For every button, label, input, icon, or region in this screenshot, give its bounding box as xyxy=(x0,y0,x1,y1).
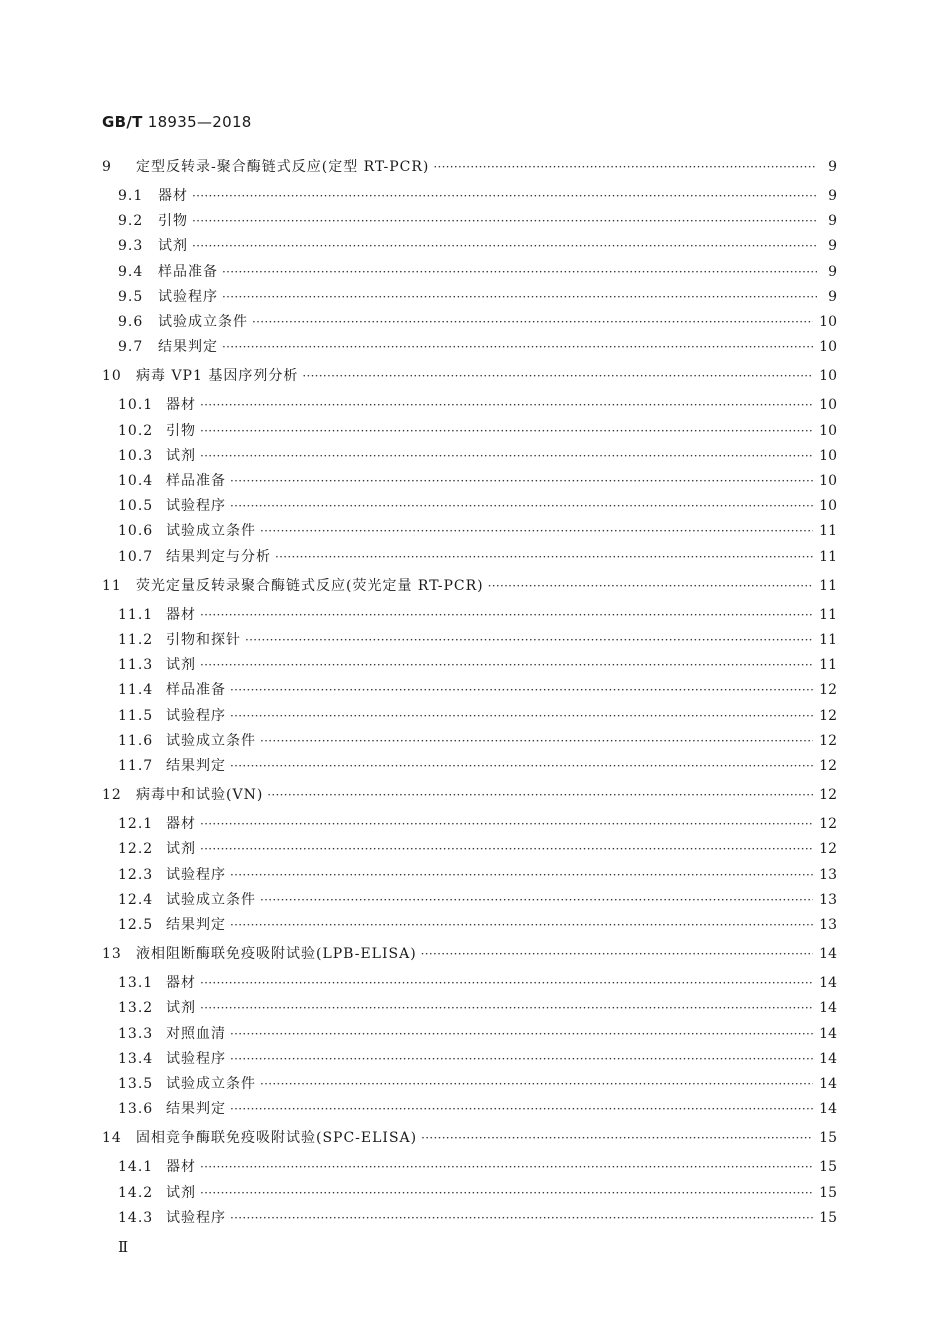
toc-subsection-entry[interactable] xyxy=(118,311,837,333)
toc-entry-page: 12 xyxy=(819,758,837,774)
toc-entry-number: 13.3 xyxy=(118,1025,154,1042)
toc-leader-dots xyxy=(230,705,813,727)
toc-entry-page: 15 xyxy=(819,1209,837,1226)
standard-number: 18935—2018 xyxy=(147,113,252,131)
toc-subsection-entry[interactable] xyxy=(118,1156,837,1178)
toc-subsection-entry[interactable] xyxy=(118,629,837,651)
toc-entry-number: 9 xyxy=(102,159,112,175)
toc-entry-title: 试验程序 xyxy=(166,1209,226,1226)
toc-entry-title: 试验成立条件 xyxy=(166,523,256,540)
toc-leader-dots xyxy=(488,575,814,597)
toc-entry-page: 14 xyxy=(819,1025,837,1042)
toc-subsection-entry[interactable] xyxy=(118,813,837,835)
toc-leader-dots xyxy=(200,604,813,626)
toc-entry-number: 12.1 xyxy=(118,816,154,833)
toc-leader-dots xyxy=(421,943,814,965)
toc-entry-title: 试剂 xyxy=(166,1000,196,1017)
toc-entry-title: 试验成立条件 xyxy=(166,891,256,908)
toc-entry-title: 液相阻断酶联免疫吸附试验(LPB-ELISA) xyxy=(136,946,417,963)
standard-header xyxy=(102,113,252,131)
toc-subsection-entry[interactable] xyxy=(118,546,837,568)
toc-leader-dots xyxy=(200,654,813,676)
toc-entry-page: 9 xyxy=(828,238,837,255)
toc-entry-page: 10 xyxy=(819,368,837,385)
toc-leader-dots xyxy=(230,1207,813,1229)
toc-section-entry[interactable] xyxy=(102,156,837,178)
toc-entry-title: 试验程序 xyxy=(166,498,226,515)
toc-entry-number: 12 xyxy=(102,787,122,804)
toc-entry-page: 9 xyxy=(828,263,837,280)
toc-subsection-entry[interactable] xyxy=(118,445,837,467)
toc-subsection-entry[interactable] xyxy=(118,1073,837,1095)
toc-entry-title: 试验程序 xyxy=(166,866,226,883)
toc-section-entry[interactable] xyxy=(102,365,837,387)
toc-entry-number: 9.1 xyxy=(118,188,144,204)
toc-entry-page: 9 xyxy=(828,213,837,230)
toc-entry-number: 11.7 xyxy=(118,758,154,774)
toc-entry-number: 10.5 xyxy=(118,498,154,515)
toc-leader-dots xyxy=(192,210,817,232)
toc-entry-title: 试剂 xyxy=(166,1184,196,1201)
toc-entry-title: 病毒 VP1 基因序列分析 xyxy=(136,368,299,385)
toc-entry-number: 12.2 xyxy=(118,841,154,858)
page-number: Ⅱ xyxy=(118,1238,129,1256)
toc-entry-title: 器材 xyxy=(166,1159,196,1176)
toc-entry-title: 结果判定 xyxy=(158,339,218,356)
toc-entry-title: 试验程序 xyxy=(166,707,226,724)
toc-leader-dots xyxy=(421,1127,813,1149)
toc-entry-page: 15 xyxy=(819,1159,837,1176)
toc-entry-number: 12.4 xyxy=(118,891,154,908)
toc-entry-title: 器材 xyxy=(166,975,196,992)
toc-entry-number: 12.3 xyxy=(118,866,154,883)
toc-entry-number: 13.1 xyxy=(118,975,154,992)
toc-entry-page: 10 xyxy=(819,422,837,439)
toc-entry-title: 器材 xyxy=(158,188,188,204)
toc-entry-title: 对照血清 xyxy=(166,1025,226,1042)
toc-entry-number: 12.5 xyxy=(118,917,154,933)
toc-subsection-entry[interactable] xyxy=(118,679,837,701)
toc-entry-number: 10.6 xyxy=(118,523,154,540)
toc-entry-page: 11 xyxy=(819,606,837,623)
toc-leader-dots xyxy=(230,495,813,517)
toc-entry-number: 9.3 xyxy=(118,238,144,255)
toc-entry-title: 器材 xyxy=(166,816,196,833)
toc-subsection-entry[interactable] xyxy=(118,889,837,911)
toc-entry-title: 器材 xyxy=(166,397,196,414)
toc-leader-dots xyxy=(192,185,817,207)
toc-entry-number: 11.2 xyxy=(118,632,154,648)
toc-entry-number: 11.4 xyxy=(118,682,154,699)
toc-entry-title: 试剂 xyxy=(166,657,196,674)
toc-entry-number: 10.1 xyxy=(118,397,154,414)
toc-entry-page: 15 xyxy=(819,1184,837,1201)
toc-entry-title: 固相竞争酶联免疫吸附试验(SPC-ELISA) xyxy=(136,1130,418,1147)
toc-entry-number: 11.3 xyxy=(118,657,154,674)
toc-entry-page: 14 xyxy=(819,975,837,992)
toc-leader-dots xyxy=(200,420,813,442)
toc-entry-title: 试验程序 xyxy=(158,288,218,305)
toc-leader-dots xyxy=(200,394,813,416)
toc-entry-title: 引物和探针 xyxy=(166,632,241,648)
toc-leader-dots xyxy=(260,889,813,911)
toc-subsection-entry[interactable] xyxy=(118,654,837,676)
toc-entry-page: 9 xyxy=(828,188,837,204)
toc-subsection-entry[interactable] xyxy=(118,730,837,752)
toc-leader-dots xyxy=(230,1048,813,1070)
toc-entry-number: 13.2 xyxy=(118,1000,154,1017)
toc-leader-dots xyxy=(200,838,813,860)
toc-entry-title: 试剂 xyxy=(166,841,196,858)
toc-entry-number: 13.4 xyxy=(118,1050,154,1067)
toc-leader-dots xyxy=(192,235,817,257)
toc-entry-number: 9.2 xyxy=(118,213,144,230)
toc-entry-number: 11.1 xyxy=(118,606,154,623)
toc-leader-dots xyxy=(275,546,813,568)
toc-subsection-entry[interactable] xyxy=(118,261,837,283)
toc-leader-dots xyxy=(230,470,813,492)
toc-entry-title: 结果判定 xyxy=(166,1101,226,1118)
toc-entry-title: 试验成立条件 xyxy=(158,314,248,330)
toc-leader-dots xyxy=(260,730,813,752)
toc-entry-number: 13 xyxy=(102,946,122,963)
toc-section-entry[interactable] xyxy=(102,784,837,806)
toc-entry-title: 定型反转录-聚合酶链式反应(定型 RT-PCR) xyxy=(136,159,430,175)
toc-entry-title: 试验程序 xyxy=(166,1050,226,1067)
toc-subsection-entry[interactable] xyxy=(118,838,837,860)
toc-entry-number: 14.2 xyxy=(118,1184,154,1201)
toc-entry-number: 14.1 xyxy=(118,1159,154,1176)
toc-entry-title: 器材 xyxy=(166,606,196,623)
toc-entry-page: 14 xyxy=(819,1101,837,1118)
toc-subsection-entry[interactable] xyxy=(118,520,837,542)
toc-leader-dots xyxy=(222,261,817,283)
toc-entry-number: 13.5 xyxy=(118,1076,154,1092)
toc-entry-number: 9.6 xyxy=(118,314,144,330)
toc-leader-dots xyxy=(260,1073,813,1095)
toc-entry-page: 13 xyxy=(819,891,837,908)
toc-entry-title: 引物 xyxy=(166,422,196,439)
toc-leader-dots xyxy=(230,679,813,701)
toc-leader-dots xyxy=(230,755,813,777)
toc-leader-dots xyxy=(222,336,813,358)
toc-leader-dots xyxy=(245,629,813,651)
toc-section-entry[interactable] xyxy=(102,943,837,965)
toc-subsection-entry[interactable] xyxy=(118,286,837,308)
toc-subsection-entry[interactable] xyxy=(118,210,837,232)
toc-entry-number: 11.6 xyxy=(118,732,154,749)
toc-subsection-entry[interactable] xyxy=(118,705,837,727)
toc-entry-page: 11 xyxy=(819,657,837,674)
toc-leader-dots xyxy=(200,445,813,467)
toc-entry-number: 10.3 xyxy=(118,447,154,464)
toc-entry-title: 结果判定 xyxy=(166,917,226,933)
toc-entry-page: 9 xyxy=(828,288,837,305)
toc-entry-page: 11 xyxy=(819,523,837,540)
toc-subsection-entry[interactable] xyxy=(118,997,837,1019)
toc-entry-page: 10 xyxy=(819,498,837,515)
toc-entry-number: 9.7 xyxy=(118,339,144,356)
toc-entry-number: 11 xyxy=(102,577,122,594)
toc-entry-page: 10 xyxy=(819,473,837,489)
toc-entry-page: 12 xyxy=(819,816,837,833)
toc-entry-page: 14 xyxy=(819,1000,837,1017)
toc-leader-dots xyxy=(222,286,817,308)
toc-subsection-entry[interactable] xyxy=(118,1182,837,1204)
toc-leader-dots xyxy=(230,864,813,886)
toc-subsection-entry[interactable] xyxy=(118,235,837,257)
toc-entry-title: 结果判定与分析 xyxy=(166,548,271,565)
toc-section-entry[interactable] xyxy=(102,575,837,597)
toc-entry-title: 样品准备 xyxy=(158,263,218,280)
toc-leader-dots xyxy=(230,914,813,936)
toc-subsection-entry[interactable] xyxy=(118,420,837,442)
toc-entry-page: 10 xyxy=(819,397,837,414)
toc-subsection-entry[interactable] xyxy=(118,336,837,358)
toc-leader-dots xyxy=(260,520,813,542)
toc-leader-dots xyxy=(200,1156,813,1178)
toc-leader-dots xyxy=(267,784,813,806)
toc-subsection-entry[interactable] xyxy=(118,394,837,416)
toc-section-entry[interactable] xyxy=(102,1127,837,1149)
toc-entry-page: 10 xyxy=(819,314,837,330)
toc-entry-page: 12 xyxy=(819,841,837,858)
toc-leader-dots xyxy=(230,1023,813,1045)
standard-code: GB/T xyxy=(102,113,143,131)
toc-subsection-entry[interactable] xyxy=(118,495,837,517)
toc-entry-page: 14 xyxy=(819,946,837,963)
toc-entry-title: 样品准备 xyxy=(166,682,226,699)
toc-subsection-entry[interactable] xyxy=(118,755,837,777)
toc-entry-title: 试剂 xyxy=(166,447,196,464)
toc-subsection-entry[interactable] xyxy=(118,972,837,994)
toc-entry-page: 10 xyxy=(819,339,837,356)
toc-entry-page: 14 xyxy=(819,1076,837,1092)
toc-entry-page: 12 xyxy=(819,732,837,749)
toc-entry-title: 试验成立条件 xyxy=(166,1076,256,1092)
toc-entry-page: 13 xyxy=(819,917,837,933)
toc-entry-page: 12 xyxy=(819,682,837,699)
toc-subsection-entry[interactable] xyxy=(118,1023,837,1045)
toc-entry-title: 引物 xyxy=(158,213,188,230)
toc-leader-dots xyxy=(252,311,813,333)
toc-entry-page: 12 xyxy=(819,787,837,804)
toc-entry-page: 11 xyxy=(819,548,837,565)
toc-entry-number: 10.7 xyxy=(118,548,154,565)
toc-leader-dots xyxy=(200,813,813,835)
toc-entry-page: 11 xyxy=(819,577,837,594)
toc-entry-number: 9.5 xyxy=(118,288,144,305)
toc-leader-dots xyxy=(200,997,813,1019)
toc-entry-title: 结果判定 xyxy=(166,758,226,774)
toc-entry-number: 10.4 xyxy=(118,473,154,489)
toc-entry-number: 11.5 xyxy=(118,707,154,724)
toc-entry-title: 试验成立条件 xyxy=(166,732,256,749)
toc-entry-number: 10 xyxy=(102,368,122,385)
toc-entry-title: 试剂 xyxy=(158,238,188,255)
toc-entry-number: 14 xyxy=(102,1130,122,1147)
toc-entry-number: 9.4 xyxy=(118,263,144,280)
toc-subsection-entry[interactable] xyxy=(118,864,837,886)
toc-subsection-entry[interactable] xyxy=(118,470,837,492)
toc-subsection-entry[interactable] xyxy=(118,185,837,207)
toc-subsection-entry[interactable] xyxy=(118,1098,837,1120)
toc-subsection-entry[interactable] xyxy=(118,1207,837,1229)
toc-entry-title: 样品准备 xyxy=(166,473,226,489)
toc-entry-title: 荧光定量反转录聚合酶链式反应(荧光定量 RT-PCR) xyxy=(136,577,484,594)
toc-entry-page: 10 xyxy=(819,447,837,464)
toc-leader-dots xyxy=(302,365,813,387)
toc-subsection-entry[interactable] xyxy=(118,604,837,626)
toc-entry-page: 9 xyxy=(828,159,837,175)
toc-entry-page: 12 xyxy=(819,707,837,724)
toc-leader-dots xyxy=(230,1098,813,1120)
toc-entry-page: 15 xyxy=(819,1130,837,1147)
toc-entry-page: 13 xyxy=(819,866,837,883)
toc-leader-dots xyxy=(433,156,817,178)
toc-entry-title: 病毒中和试验(VN) xyxy=(136,787,264,804)
toc-entry-page: 11 xyxy=(819,632,837,648)
toc-entry-number: 10.2 xyxy=(118,422,154,439)
toc-entry-number: 13.6 xyxy=(118,1101,154,1118)
toc-entry-number: 14.3 xyxy=(118,1209,154,1226)
toc-leader-dots xyxy=(200,1182,813,1204)
toc-subsection-entry[interactable] xyxy=(118,914,837,936)
toc-subsection-entry[interactable] xyxy=(118,1048,837,1070)
toc-entry-page: 14 xyxy=(819,1050,837,1067)
toc-leader-dots xyxy=(200,972,813,994)
